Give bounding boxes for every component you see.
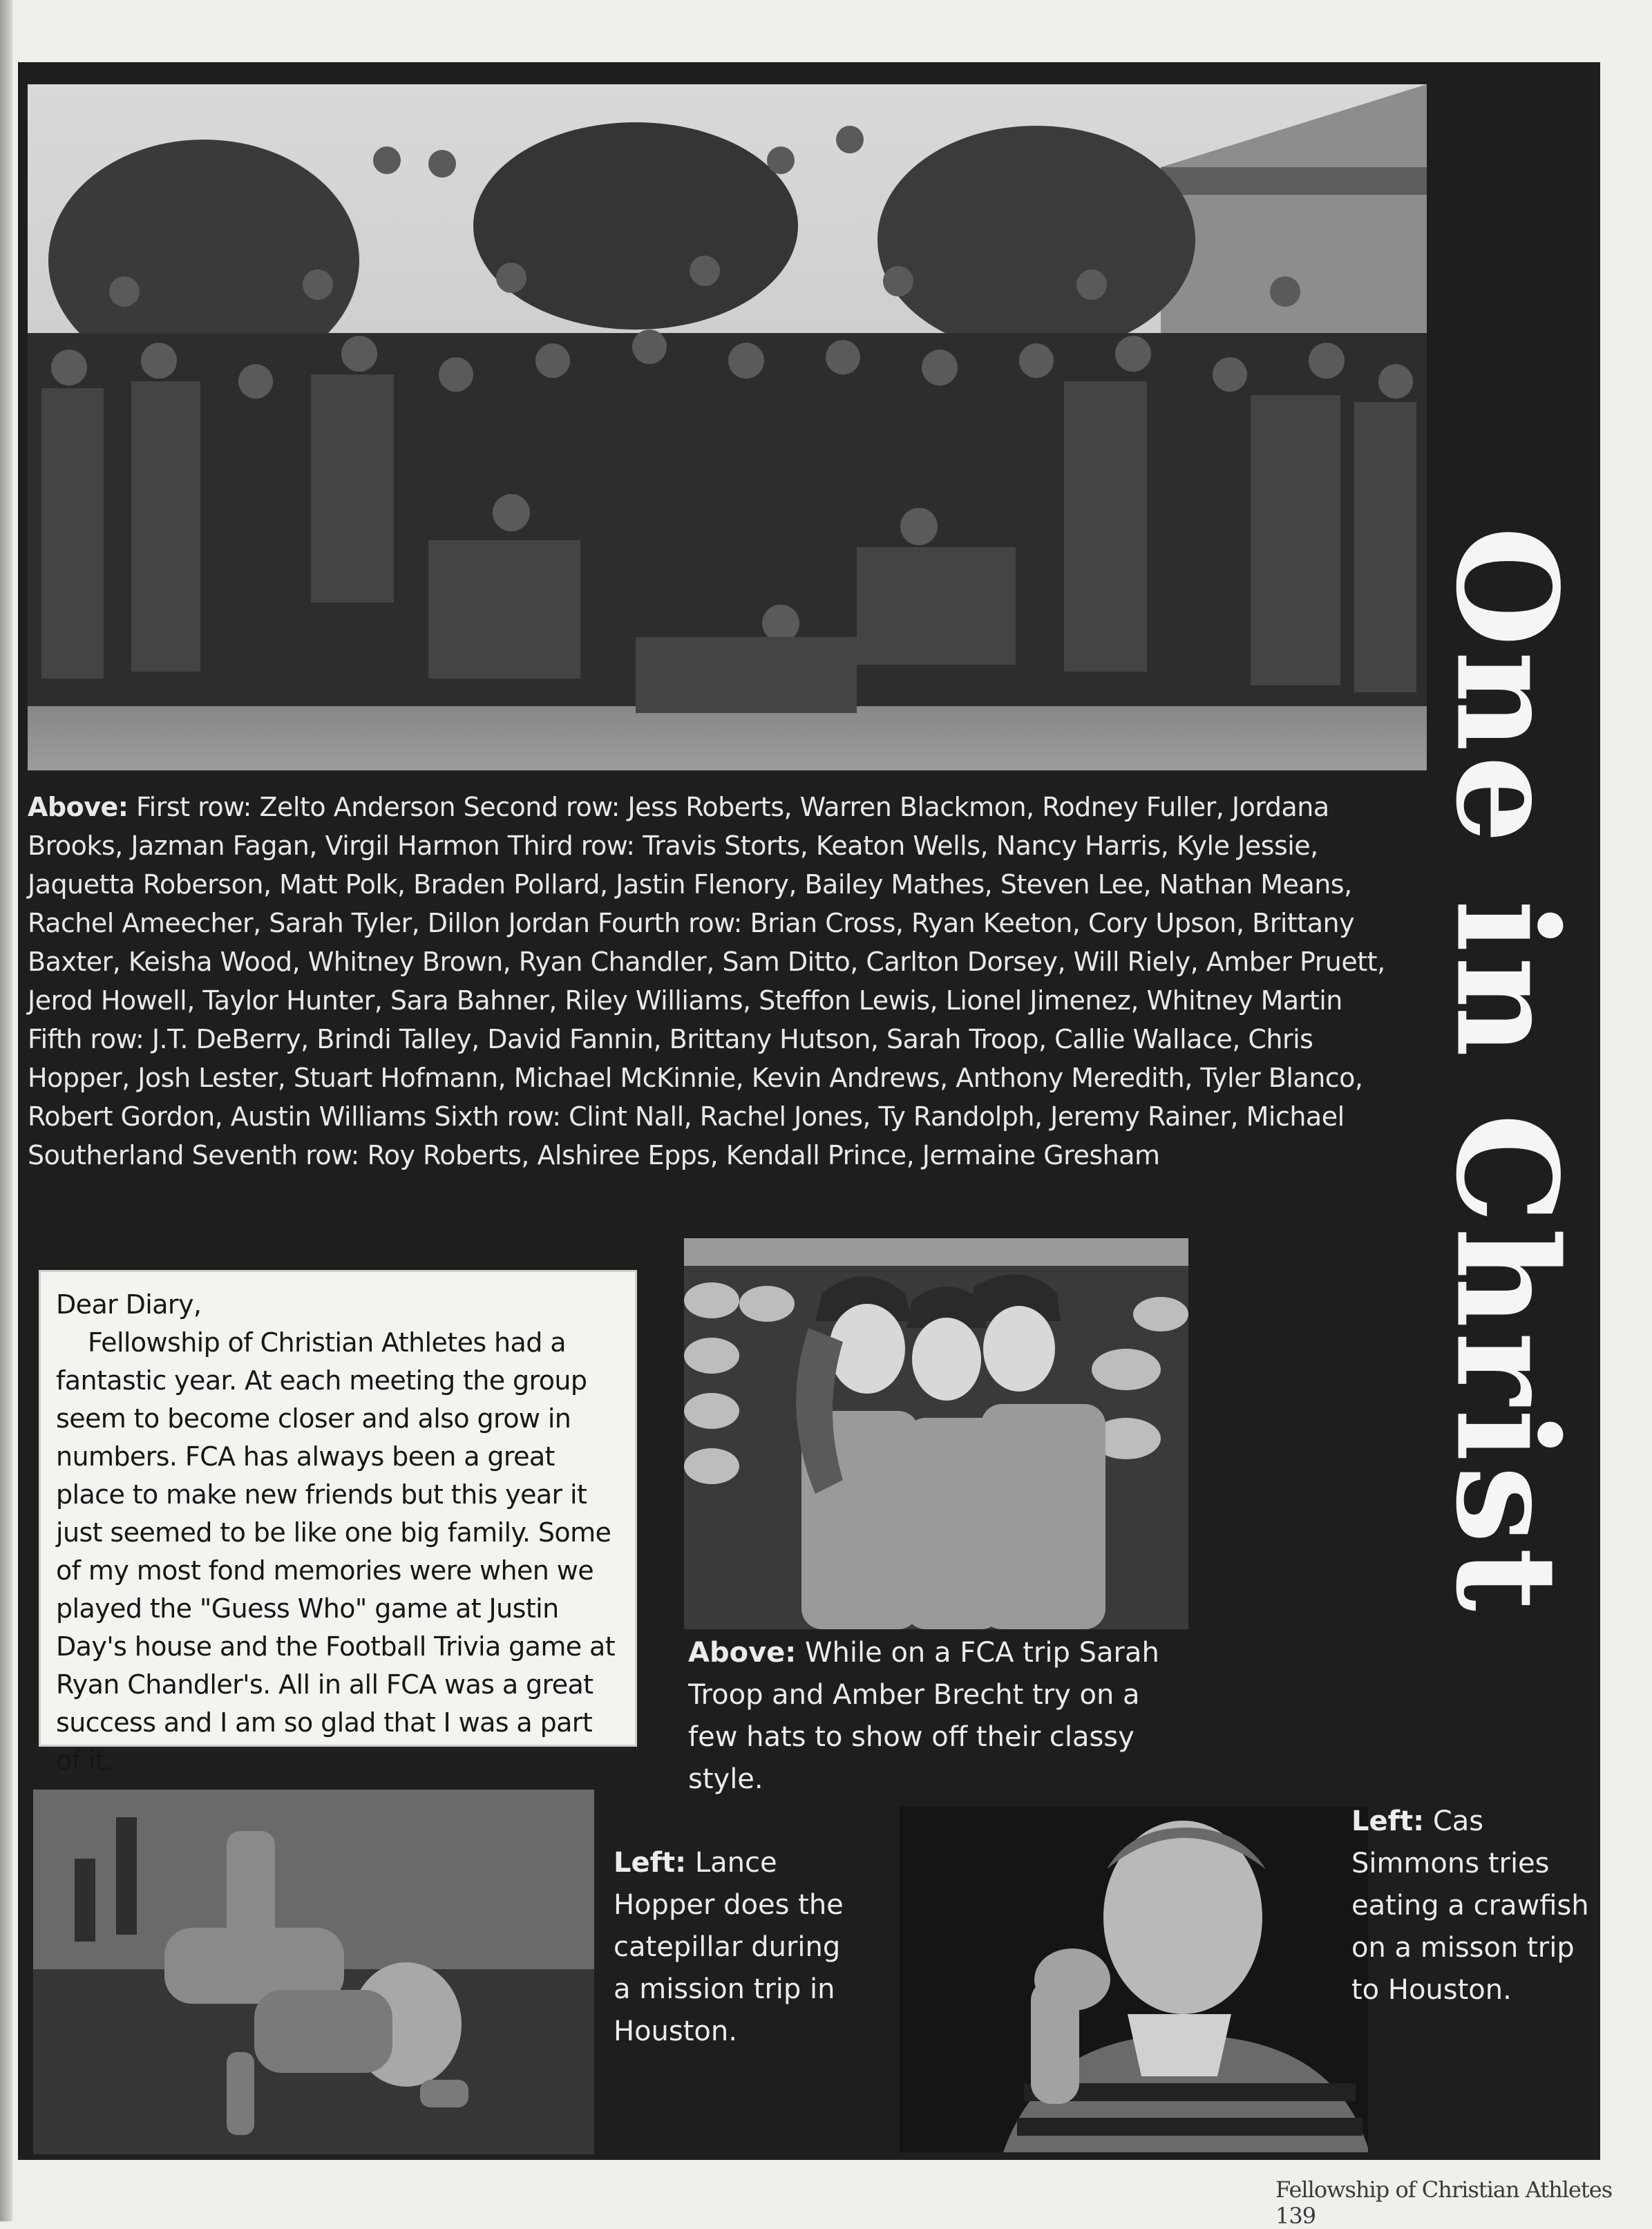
crawfish-caption-label: Left: [1351, 1805, 1425, 1837]
hats-caption-text: While on a FCA trip Sarah Troop and Amber Brecht try on a few hats to show off their classy style. [688, 1637, 1159, 1795]
caterpillar-caption-label: Left: [614, 1847, 687, 1879]
footer-section: Fellowship of Christian Athletes [1275, 2176, 1613, 2203]
diary-entry [39, 1270, 637, 1776]
caption-label: Above: [28, 792, 129, 822]
hats-caption [688, 1632, 1172, 1801]
diary-greeting: Dear Diary, [56, 1289, 202, 1320]
page-title-text: One in Christ [1425, 526, 1588, 1616]
crawfish-caption-text: Cas Simmons tries eating a crawfish on a misson trip to Houston. [1351, 1805, 1589, 2006]
caterpillar-caption-text: Lance Hopper does the catepillar during a mission trip in Houston. [614, 1847, 844, 2047]
crawfish-photo [900, 1807, 1368, 2152]
page-title [1425, 526, 1588, 1616]
caterpillar-photo [33, 1790, 594, 2154]
caption-names: First row: Zelto Anderson Second row: Jess Roberts, Warren Blackmon, Rodney Fuller, Jordana Brooks, Jazman Fagan, Virgil Harmon Third row: Travis Storts, Keaton Wells, Nancy Harris, Kyle Jessie, Jaquetta Roberson, Matt Polk, Braden Pollard, Jastin Flenory, Bailey Mathes, Steven Lee, Nathan Means, Rachel Ameecher, Sarah Tyler, Dillon Jordan Fourth row: Brian Cross, Ryan Keeton, Cory Upson, Brittany Baxter, Keisha Wood, Whitney Brown, Ryan Chandler, Sam Ditto, Carlton Dorsey, Will Riely, Amber Pruett, Jerod Howell, Taylor Hunter, Sara Bahner, Riley Williams, Steffon Lewis, Lionel Jimenez, Whitney Martin Fifth row: J.T. DeBerry, Brindi Talley, David Fannin, Brittany Hutson, Sarah Troop, Callie Wallace, Chris Hopper, Josh Lester, Stuart Hofmann, Michael McKinnie, Kevin Andrews, Anthony Meredith, Tyler Blanco, Robert Gordon, Austin Williams Sixth row: Clint Nall, Rachel Jones, Ty Randolph, Jeremy Rainer, Michael Southerland Seventh row: Roy Roberts, Alshiree Epps, Kendall Prince, Jermaine Gresham [28, 792, 1385, 1170]
page-number: 139 [1275, 2203, 1316, 2229]
hats-caption-label: Above: [688, 1637, 797, 1669]
group-photo [28, 84, 1427, 770]
group-photo-caption [28, 788, 1403, 1175]
diary-body: Fellowship of Christian Athletes had a fantastic year. At each meeting the group seem to become closer and also grow in numbers. FCA has always been a great place to make new friends but this year it just seemed to be like one big family. Some of my most fond memories were when we played the "Guess Who" game at Justin Day's house and the Football Trivia game at Ryan Chandler's. All in all FCA was a great success and I am so glad that I was a part of it. [56, 1327, 616, 1776]
scan-edge [0, 0, 12, 2221]
crawfish-caption [1351, 1801, 1600, 2011]
caterpillar-caption [614, 1842, 862, 2053]
hats-photo [684, 1238, 1188, 1629]
